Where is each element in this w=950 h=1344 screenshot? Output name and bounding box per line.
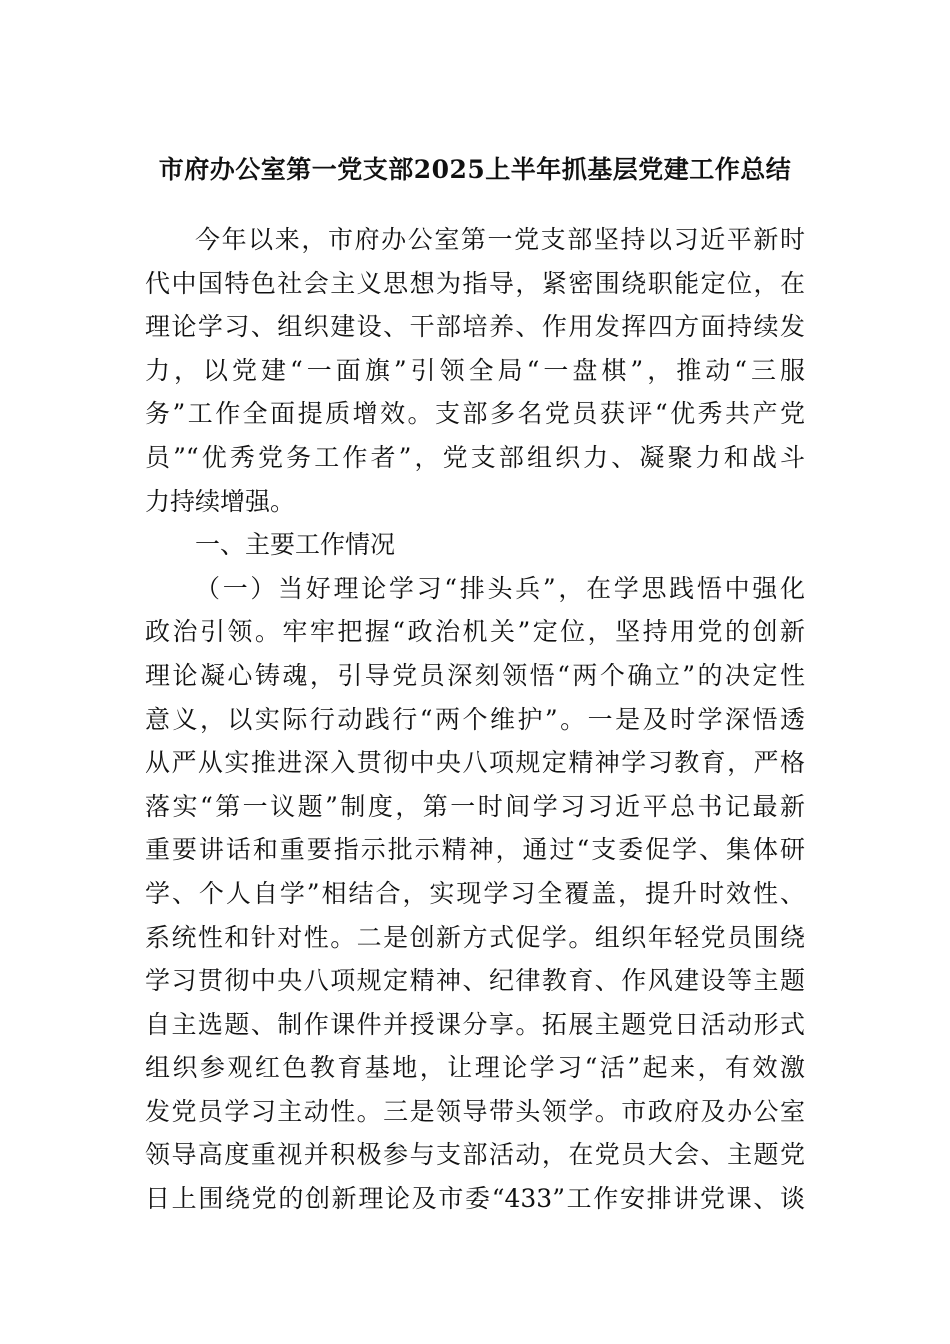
paragraph-line: 务”工作全面提质增效。支部多名党员获评“优秀共产党 (145, 399, 805, 429)
paragraph-line: 力持续增强。 (145, 486, 296, 516)
paragraph-line: 组织参观红色教育基地，让理论学习“活”起来，有效激 (145, 1053, 805, 1083)
paragraph-line: 领导高度重视并积极参与支部活动，在党员大会、主题党 (145, 1140, 805, 1170)
paragraph-line: 理论凝心铸魂，引导党员深刻领悟“两个确立”的决定性 (145, 660, 805, 690)
paragraph-line: 意义，以实际行动践行“两个维护”。一是及时学深悟透 (145, 704, 805, 734)
paragraph-line: （一）当好理论学习“排头兵”，在学思践悟中强化 (195, 573, 805, 603)
paragraph-line: 日上围绕党的创新理论及市委“433”工作安排讲党课、谈 (145, 1184, 805, 1214)
paragraph-line: 系统性和针对性。二是创新方式促学。组织年轻党员围绕 (145, 922, 805, 952)
paragraph-line: 政治引领。牢牢把握“政治机关”定位，坚持用党的创新 (145, 617, 805, 647)
paragraph-line: 学习贯彻中央八项规定精神、纪律教育、作风建设等主题 (145, 966, 805, 996)
paragraph-line: 力，以党建“一面旗”引领全局“一盘棋”，推动“三服 (145, 355, 805, 385)
paragraph-line: 重要讲话和重要指示批示精神，通过“支委促学、集体研 (145, 835, 805, 865)
paragraph-line: 落实“第一议题”制度，第一时间学习习近平总书记最新 (145, 791, 805, 821)
section-heading: 一、主要工作情况 (195, 530, 396, 560)
paragraph-line: 学、个人自学”相结合，实现学习全覆盖，提升时效性、 (145, 878, 805, 908)
document-body (145, 218, 805, 1221)
paragraph-line: 员”“优秀党务工作者”，党支部组织力、凝聚力和战斗 (145, 442, 805, 472)
document-title: 市府办公室第一党支部2025上半年抓基层党建工作总结 (158, 155, 792, 184)
paragraph-line: 从严从实推进深入贯彻中央八项规定精神学习教育，严格 (145, 748, 805, 778)
paragraph-line: 发党员学习主动性。三是领导带头领学。市政府及办公室 (145, 1096, 805, 1126)
paragraph-line: 今年以来，市府办公室第一党支部坚持以习近平新时 (195, 225, 805, 254)
paragraph-line: 代中国特色社会主义思想为指导，紧密围绕职能定位，在 (145, 268, 805, 298)
paragraph-line: 自主选题、制作课件并授课分享。拓展主题党日活动形式 (145, 1009, 805, 1039)
paragraph-line: 理论学习、组织建设、干部培养、作用发挥四方面持续发 (145, 312, 805, 342)
